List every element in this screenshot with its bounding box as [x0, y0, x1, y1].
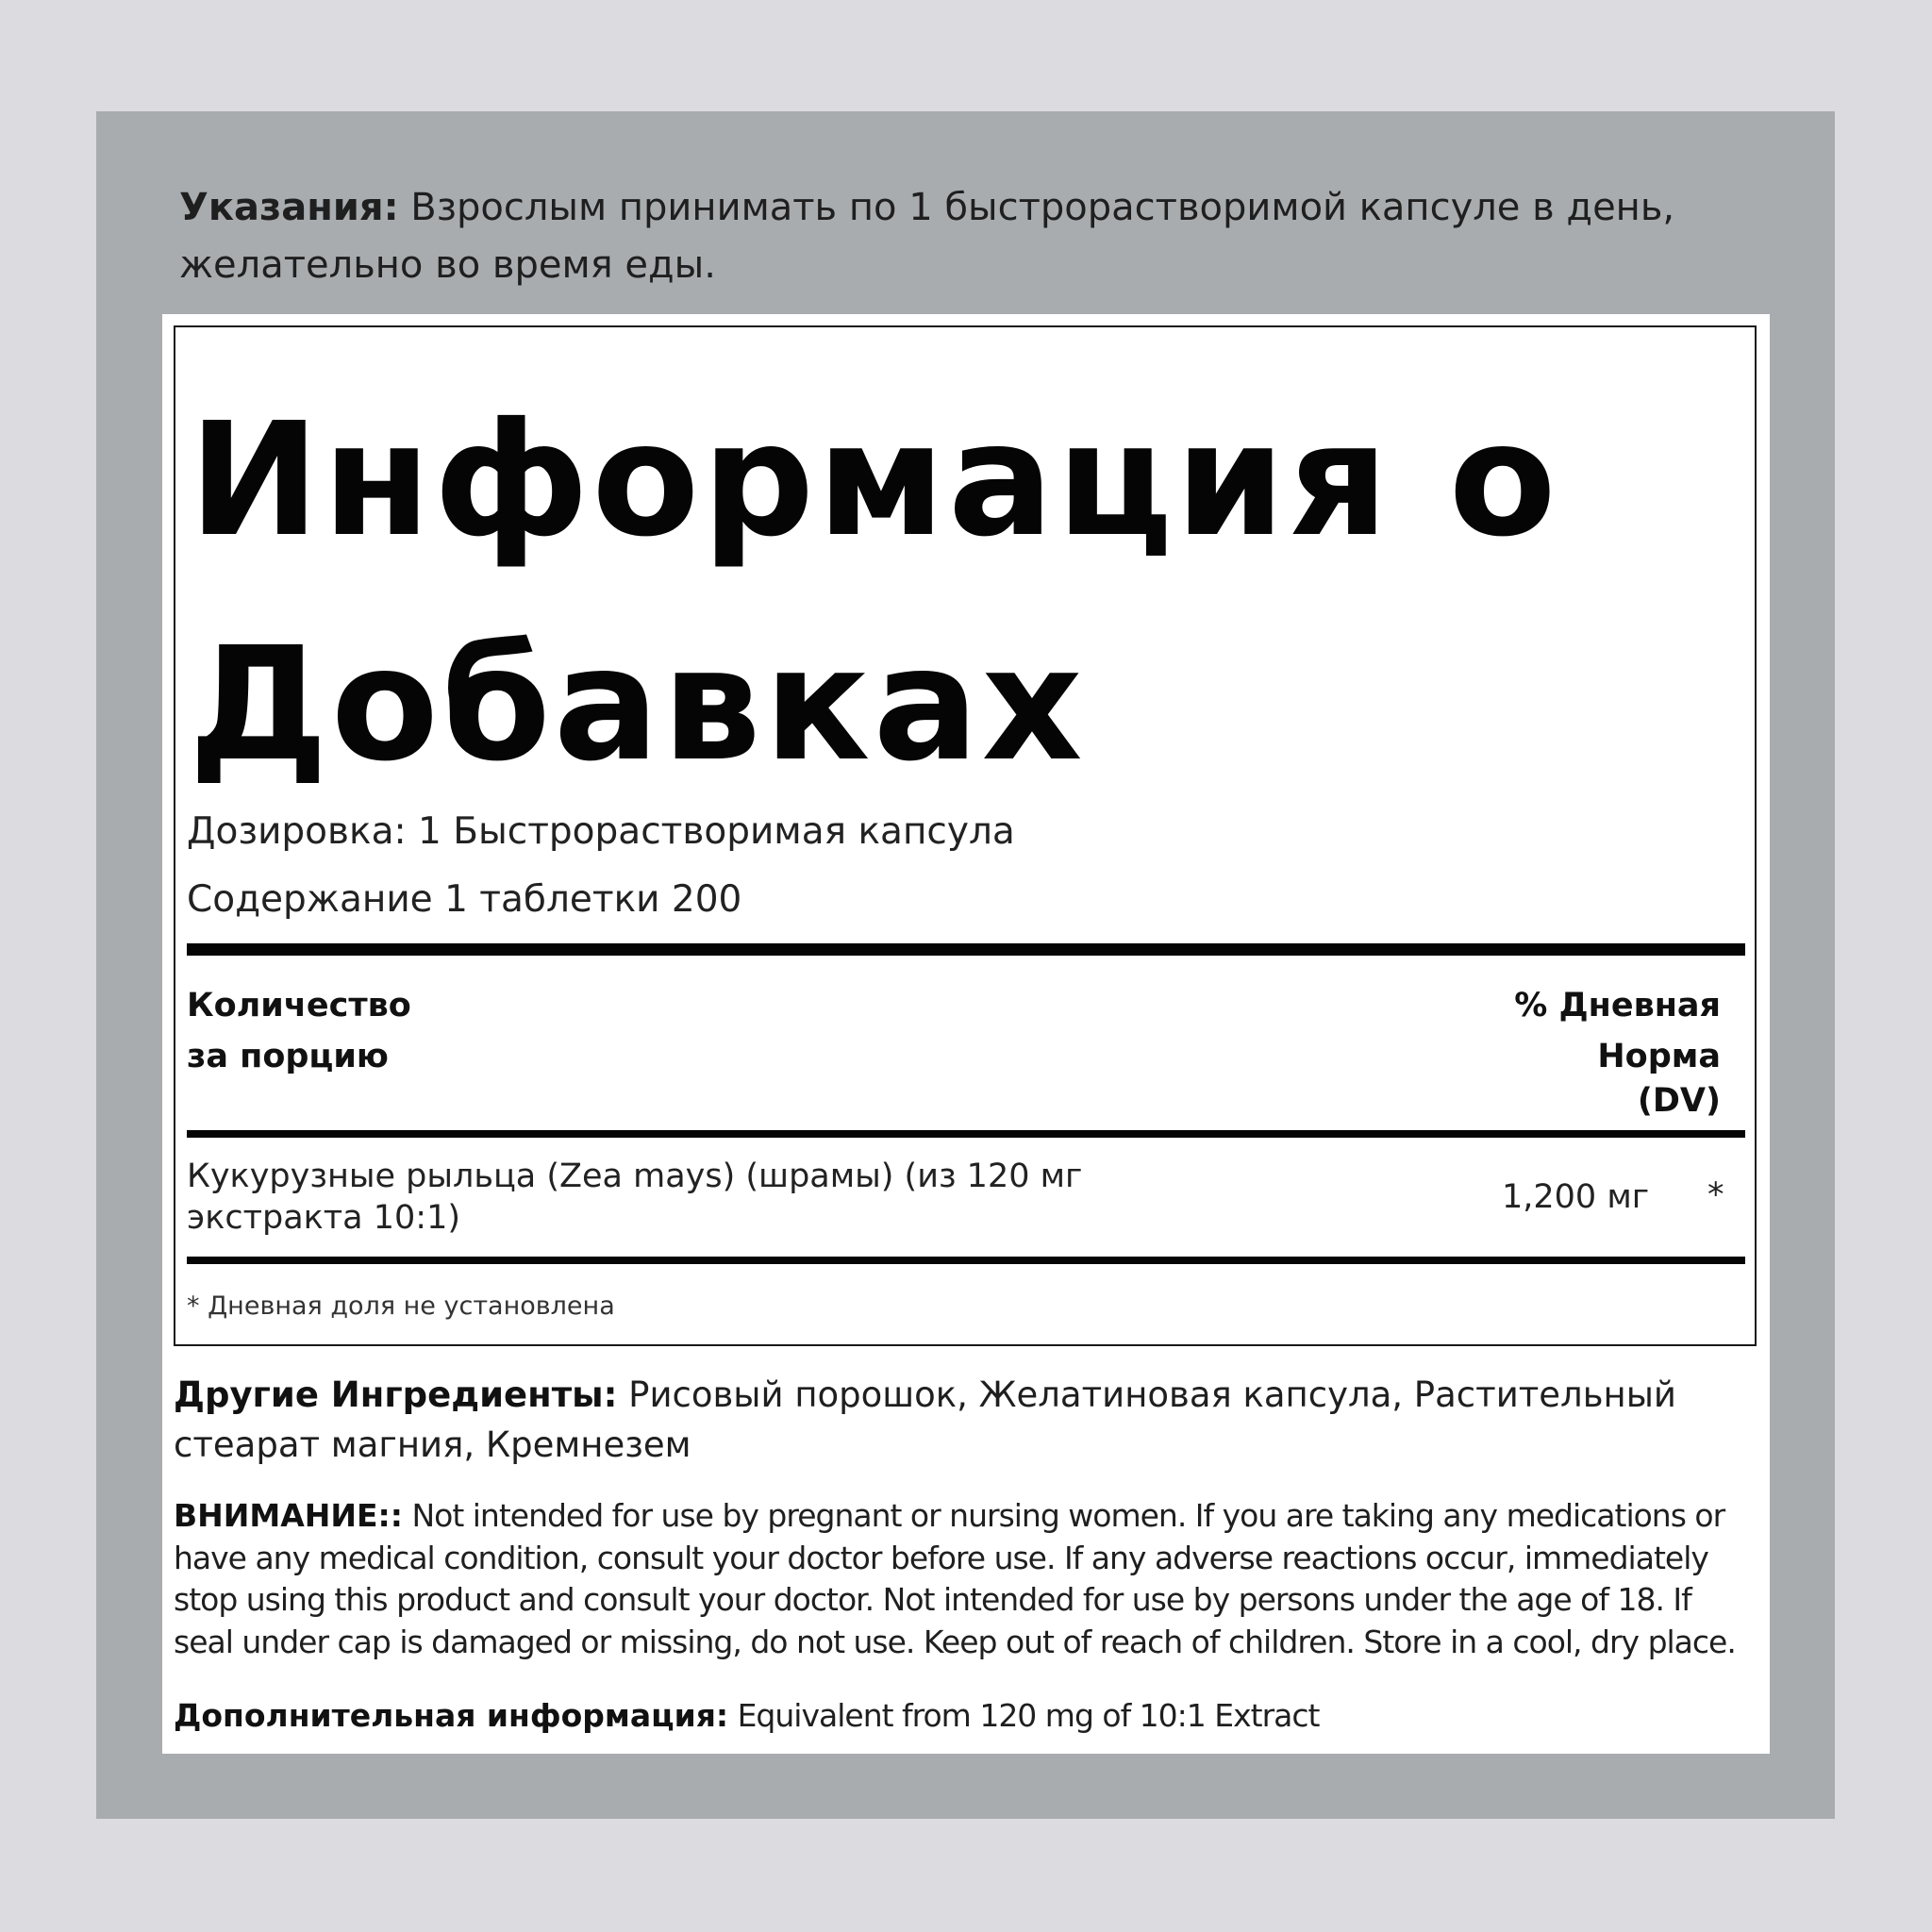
supplement-facts-box [174, 325, 1757, 1346]
warning-label: ВНИМАНИЕ:: [174, 1497, 403, 1534]
ingredient-divider [187, 1257, 1745, 1264]
facts-title: Информация о Добавках [189, 390, 1559, 796]
amount-header-line2: за порцию [187, 1038, 389, 1075]
dv-header-line2: Норма [1597, 1038, 1721, 1075]
additional-info-text: Equivalent from 120 mg of 10:1 Extract [728, 1697, 1320, 1734]
additional-info-label: Дополнительная информация: [174, 1697, 729, 1734]
dv-header-line1: % Дневная [1514, 987, 1721, 1024]
footnote: * Дневная доля не установлена [187, 1291, 615, 1321]
other-ingredients-label: Другие Ингредиенты: [174, 1374, 618, 1415]
other-ingredients [174, 1370, 1758, 1470]
daily-value-header [1514, 980, 1721, 1120]
directions-body: Взрослым принимать по 1 быстрорастворимой капсуле в день, желательно во время еды. [179, 186, 1675, 287]
dv-header-line3: (DV) [1637, 1082, 1721, 1120]
warning-text: Not intended for use by pregnant or nursing women. If you are taking any medications or have any medical condition, consult your doctor before use. If any adverse reactions occur, immediately stop using this product and consult your doctor. Not intended for use by persons under the age of 18. If seal under cap is damaged or missing, do not use. Keep out of reach of children. Store in a cool, dry place. [174, 1497, 1736, 1660]
header-divider [187, 1130, 1745, 1138]
additional-info [174, 1695, 1758, 1737]
other-ingredients-text: Рисовый порошок, Желатиновая капсула, Растительный стеарат магния, Кремнезем [174, 1374, 1676, 1465]
ingredient-amount: 1,200 мг [1502, 1178, 1650, 1216]
amount-header-line1: Количество [187, 987, 411, 1024]
servings-per-container: Содержание 1 таблетки 200 [187, 878, 742, 921]
directions-text [179, 179, 1726, 294]
amount-per-serving-header [187, 980, 411, 1082]
warning [174, 1495, 1758, 1663]
ingredient-daily-value: * [1707, 1176, 1724, 1214]
serving-size: Дозировка: 1 Быстрорастворимая капсула [187, 810, 1015, 853]
directions-label: Указания: [179, 186, 399, 229]
ingredient-name: Кукурузные рыльца (Zea mays) (шрамы) (из 120 мг экстракта 10:1) [187, 1158, 1083, 1237]
thick-divider [187, 943, 1745, 956]
